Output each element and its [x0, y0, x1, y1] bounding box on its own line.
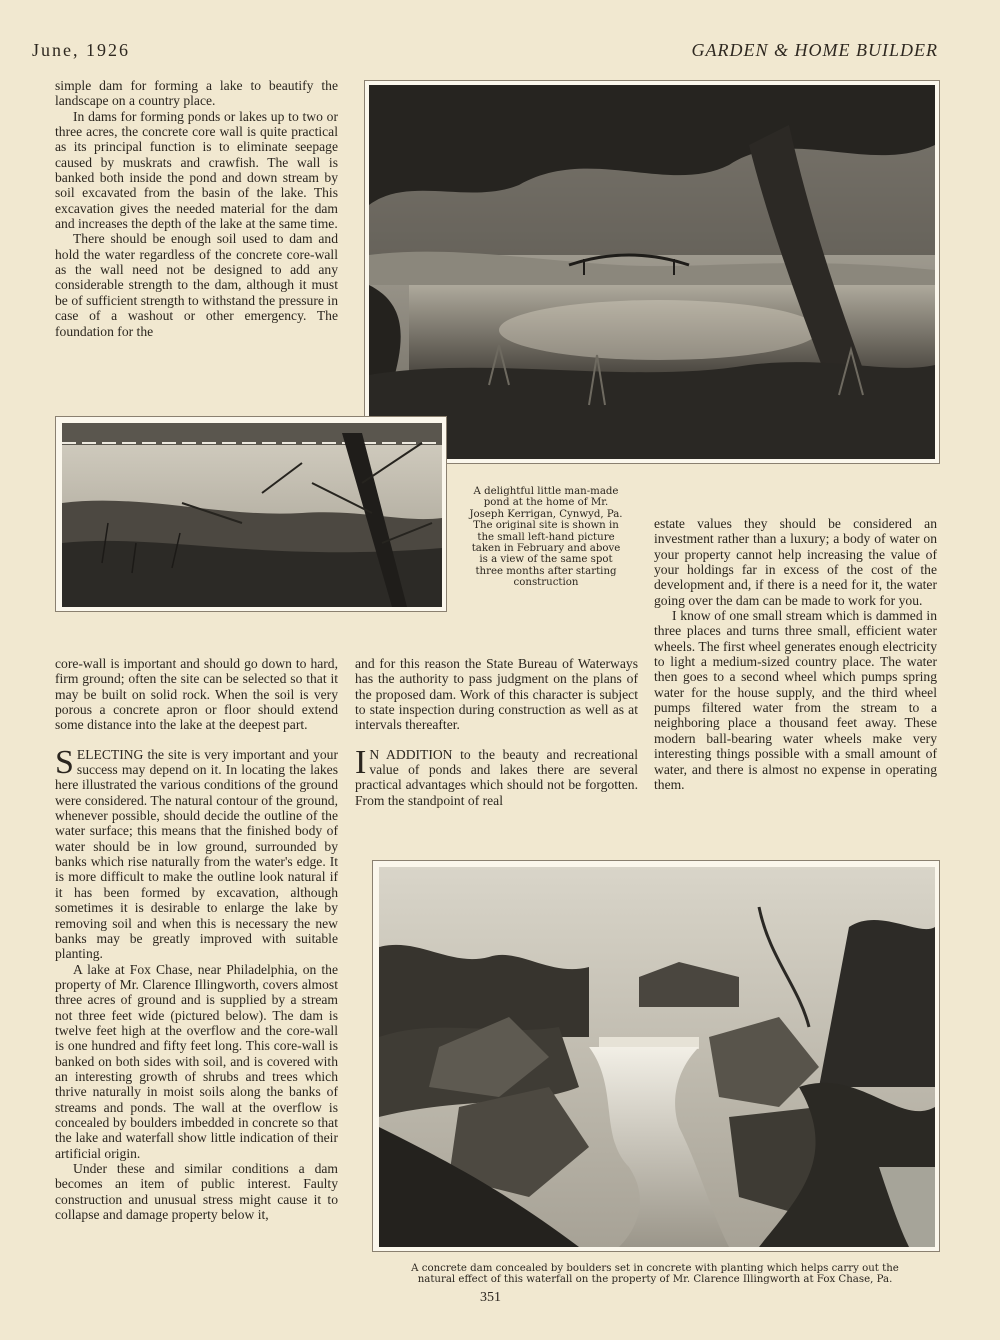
paragraph: A lake at Fox Chase, near Philadelphia, on the property of Mr. Clarence Illingworth, covers almost three acres of ground and is supplied by a stream not three feet wide (pictured below). The dam is twelve feet high at the overflow and the core-wall is one hundred and fifty feet long. This core-wall is banked on both sides with soil, and is covered with an interesting growth of shrubs and trees which thrive naturally in moist soils along the banks of streams and ponds. The wall at the overflow is concealed by boulders imbedded in concrete so that the lake and waterfall show little indication of their artificial origin. [55, 961, 338, 1161]
waterfall-caption: A concrete dam concealed by boulders set in concrete with planting which helps carry out the natural effect of this waterfall on the property of Mr. Clarence Illingworth at Fox Chase, Pa. [411, 1263, 899, 1286]
paragraph: estate values they should be considered an investment rather than a luxury; a body of water on your property cannot help increasing the value of your holdings far in excess of the cost of the development and, if there is a need for it, the water going over the dam can be made to work for you. [654, 516, 937, 608]
paragraph: and for this reason the State Bureau of Waterways has the authority to pass judgment on the plans of the proposed dam. Work of this character is subject to state inspection during construction as well as at intervals thereafter. [355, 656, 638, 733]
issue-date: June, 1926 [32, 40, 130, 60]
drop-cap: S [55, 743, 74, 781]
paragraph: core-wall is important and should go down to hard, firm ground; often the site can be selected so that it may be built on solid rock. When the soil is very porous a concrete apron or floor should extend some distance into the lake at the deepest part. [55, 656, 338, 733]
original-site-photo [55, 416, 447, 612]
magazine-title: GARDEN & HOME BUILDER [691, 40, 938, 60]
text-column-right [654, 516, 937, 792]
paragraph [55, 743, 338, 962]
page-number: 351 [480, 1290, 501, 1305]
paragraph: simple dam for forming a lake to beautify the landscape on a country place. [55, 78, 338, 109]
paragraph-text: ELECTING the site is very important and your success may depend on it. In locating the lakes here illustrated the various conditions of the ground were considered. The natural contour of the ground, whenever possible, should decide the outline of the water surface; this means that the finished body of water should be in low ground, surrounded by banks which rise naturally from the water's edge. It is more difficult to make the outline look natural if it has been formed by excavation, although sometimes it is desirable to enlarge the lake by removing soil and when this is necessary the new banks may be greatly improved with suitable planting. [55, 746, 338, 962]
paragraph-text: N ADDITION to the beauty and recreational value of ponds and lakes there are several practical advantages which should not be forgotten. From the standpoint of real [355, 746, 638, 808]
text-column-top-left [55, 78, 338, 339]
paragraph: I know of one small stream which is dammed in three places and turns three small, efficient water wheels. The first wheel generates enough electricity to light a medium-sized country place. The water then goes to a second wheel which pumps spring water for the house supply, and the third wheel pumps filtered water from the stream to a neighboring place a thousand feet away. These modern ball-bearing water wheels make very interesting things possible with a small amount of water, and there is almost no expense in operating them. [654, 608, 937, 792]
paragraph [355, 743, 638, 808]
paragraph: There should be enough soil used to dam and hold the water regardless of the concrete core-wall as the wall need not be designed to add any considerable strength to the dam, although it must be of sufficient strength to withstand the pressure in case of a washout or other emergency. The foundation for the [55, 231, 338, 339]
waterfall-photo [372, 860, 940, 1252]
pond-caption: A delightful little man-made pond at the home of Mr. Joseph Kerrigan, Cynwyd, Pa. The original site is shown in the small left-hand picture taken in February and above is a view of the same spot three months after starting construction [469, 486, 623, 589]
text-column-left [55, 656, 338, 1222]
text-column-middle [355, 656, 638, 808]
drop-cap: I [355, 743, 367, 781]
pond-photo [364, 80, 940, 464]
paragraph: Under these and similar conditions a dam becomes an item of public interest. Faulty construction and unusual stress might cause it to collapse and damage property below it, [55, 1161, 338, 1223]
paragraph: In dams for forming ponds or lakes up to two or three acres, the concrete core wall is quite practical as its principal function is to eliminate seepage caused by muskrats and crawfish. The wall is banked both inside the pond and down stream by soil excavated from the basin of the lake. This excavation gives the needed material for the dam and increases the depth of the lake at the same time. [55, 108, 338, 232]
